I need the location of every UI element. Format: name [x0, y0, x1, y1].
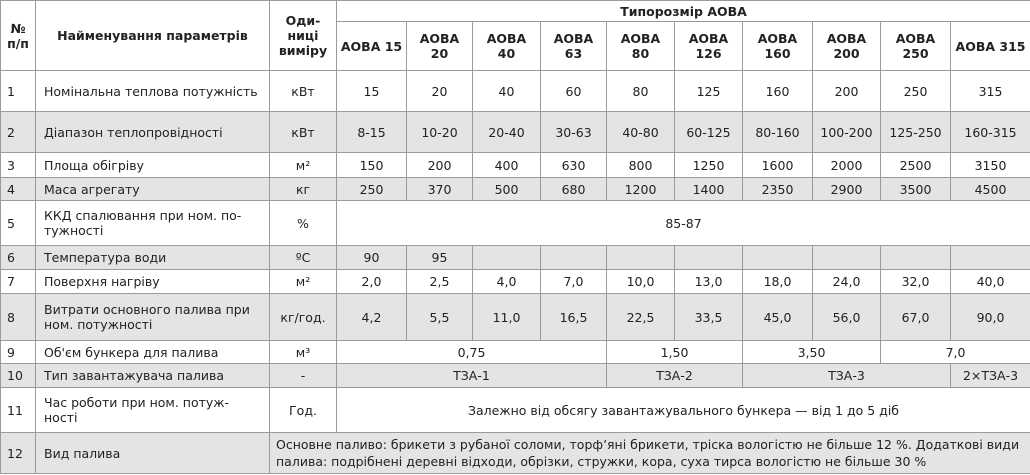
cell-value: 500 [473, 178, 541, 201]
cell-value: 1250 [675, 153, 743, 178]
model-header: АОВА 126 [675, 22, 743, 71]
table-row [1, 294, 1030, 341]
cell-value: 315 [951, 71, 1030, 112]
row-unit: Год. [270, 388, 337, 433]
cell-value: 2000 [813, 153, 881, 178]
row-param: Час роботи при ном. потуж- ності [36, 388, 270, 433]
cell-value: 80 [607, 71, 675, 112]
row-unit: кВт [270, 71, 337, 112]
row-param: Тип завантажувача палива [36, 364, 270, 388]
cell-value: 24,0 [813, 270, 881, 294]
cell-value: 200 [813, 71, 881, 112]
cell-value: 11,0 [473, 294, 541, 341]
cell-value: 1600 [743, 153, 813, 178]
cell-value: 800 [607, 153, 675, 178]
table-row [1, 270, 1030, 294]
cell-value: 125 [675, 71, 743, 112]
row-param: Витрати основного палива при ном. потужності [36, 294, 270, 341]
row-param: Площа обігріву [36, 153, 270, 178]
model-header: АОВА 15 [337, 22, 407, 71]
cell-value-empty [473, 246, 541, 270]
table-row [1, 201, 1030, 246]
row-unit: ºС [270, 246, 337, 270]
row-number: 3 [1, 153, 36, 178]
cell-value: 2,0 [337, 270, 407, 294]
cell-value: 32,0 [881, 270, 951, 294]
cell-value: 30-63 [541, 112, 607, 153]
cell-value: 40 [473, 71, 541, 112]
cell-value: 200 [407, 153, 473, 178]
row-number: 8 [1, 294, 36, 341]
cell-value-merged: ТЗА-1 [337, 364, 607, 388]
row-param: Маса агрегату [36, 178, 270, 201]
cell-value: 2,5 [407, 270, 473, 294]
cell-value: 90,0 [951, 294, 1030, 341]
cell-value: 160 [743, 71, 813, 112]
cell-value: 22,5 [607, 294, 675, 341]
model-header: АОВА 20 [407, 22, 473, 71]
model-header: АОВА 160 [743, 22, 813, 71]
cell-value: 18,0 [743, 270, 813, 294]
cell-value: 5,5 [407, 294, 473, 341]
cell-value-empty [813, 246, 881, 270]
cell-value: 60-125 [675, 112, 743, 153]
cell-value-empty [743, 246, 813, 270]
row-unit: - [270, 364, 337, 388]
cell-value-merged: 0,75 [337, 341, 607, 364]
cell-value: 16,5 [541, 294, 607, 341]
cell-value: 1400 [675, 178, 743, 201]
cell-value: 100-200 [813, 112, 881, 153]
row-unit: кг/год. [270, 294, 337, 341]
row-unit: м² [270, 153, 337, 178]
row-param: ККД спалювання при ном. по- тужності [36, 201, 270, 246]
cell-value: 160-315 [951, 112, 1030, 153]
cell-value: 95 [407, 246, 473, 270]
cell-value: 4,2 [337, 294, 407, 341]
cell-value: 630 [541, 153, 607, 178]
cell-value: 80-160 [743, 112, 813, 153]
cell-value: 15 [337, 71, 407, 112]
cell-value-empty [951, 246, 1030, 270]
table-row [1, 71, 1030, 112]
cell-value: 3500 [881, 178, 951, 201]
fuel-description: Основне паливо: брикети з рубаної соломи, торфʼяні брикети, тріска вологістю не більше 12 %. Додаткові види палива: подрібнені деревні відходи, обрізки, стружки, кора, суха тирса вологістю не більше 30 % [270, 433, 1030, 474]
model-header: АОВА 315 [951, 22, 1030, 71]
cell-value: 8-15 [337, 112, 407, 153]
cell-value: 40,0 [951, 270, 1030, 294]
model-header: АОВА 63 [541, 22, 607, 71]
row-number: 7 [1, 270, 36, 294]
cell-value-empty [541, 246, 607, 270]
cell-value-merged: 85-87 [337, 201, 1030, 246]
cell-value: 33,5 [675, 294, 743, 341]
cell-value: 2350 [743, 178, 813, 201]
cell-value: 4,0 [473, 270, 541, 294]
table-row [1, 388, 1030, 433]
cell-value: 1200 [607, 178, 675, 201]
cell-value: 90 [337, 246, 407, 270]
cell-value: 13,0 [675, 270, 743, 294]
cell-value-merged: 7,0 [881, 341, 1030, 364]
row-param: Номінальна теплова потужність [36, 71, 270, 112]
row-param: Об'єм бункера для палива [36, 341, 270, 364]
cell-value: 4500 [951, 178, 1030, 201]
model-header: АОВА 40 [473, 22, 541, 71]
cell-value: 56,0 [813, 294, 881, 341]
cell-value: 10,0 [607, 270, 675, 294]
cell-value: 680 [541, 178, 607, 201]
cell-value: 60 [541, 71, 607, 112]
row-number: 6 [1, 246, 36, 270]
cell-value: 10-20 [407, 112, 473, 153]
cell-value: 20 [407, 71, 473, 112]
row-param: Вид палива [36, 433, 270, 474]
header-model-group: Типорозмір АОВА [337, 1, 1030, 22]
cell-value: 45,0 [743, 294, 813, 341]
cell-value: 20-40 [473, 112, 541, 153]
cell-value-empty [881, 246, 951, 270]
row-unit: кВт [270, 112, 337, 153]
row-unit: м² [270, 270, 337, 294]
row-number: 11 [1, 388, 36, 433]
cell-value: 67,0 [881, 294, 951, 341]
model-header: АОВА 250 [881, 22, 951, 71]
cell-value-merged: 3,50 [743, 341, 881, 364]
table-row [1, 112, 1030, 153]
cell-value-empty [607, 246, 675, 270]
row-number: 2 [1, 112, 36, 153]
model-header: АОВА 200 [813, 22, 881, 71]
row-unit: кг [270, 178, 337, 201]
cell-value: 150 [337, 153, 407, 178]
header-unit: Оди- ниці виміру [270, 1, 337, 71]
table-row [1, 178, 1030, 201]
cell-value: 125-250 [881, 112, 951, 153]
cell-value: 40-80 [607, 112, 675, 153]
table-row [1, 364, 1030, 388]
row-number: 9 [1, 341, 36, 364]
cell-value-merged: 1,50 [607, 341, 743, 364]
cell-value: 250 [337, 178, 407, 201]
cell-value-merged: ТЗА-3 [743, 364, 951, 388]
cell-value: 400 [473, 153, 541, 178]
cell-value: 250 [881, 71, 951, 112]
cell-value: 3150 [951, 153, 1030, 178]
row-param: Температура води [36, 246, 270, 270]
table-row [1, 341, 1030, 364]
cell-value-merged: ТЗА-2 [607, 364, 743, 388]
row-number: 10 [1, 364, 36, 388]
cell-value: 2900 [813, 178, 881, 201]
row-number: 12 [1, 433, 36, 474]
row-unit: м³ [270, 341, 337, 364]
row-param: Діапазон теплопровідності [36, 112, 270, 153]
cell-value: 2500 [881, 153, 951, 178]
table-row [1, 153, 1030, 178]
header-num: № п/п [1, 1, 36, 71]
table-row [1, 246, 1030, 270]
row-number: 1 [1, 71, 36, 112]
header-param: Найменування параметрів [36, 1, 270, 71]
cell-value: 7,0 [541, 270, 607, 294]
cell-value: 370 [407, 178, 473, 201]
row-unit: % [270, 201, 337, 246]
cell-value-merged: Залежно від обсягу завантажувального бункера — від 1 до 5 діб [337, 388, 1030, 433]
row-number: 5 [1, 201, 36, 246]
cell-value-empty [675, 246, 743, 270]
cell-value-merged: 2×ТЗА-3 [951, 364, 1030, 388]
row-number: 4 [1, 178, 36, 201]
table-row [1, 433, 1030, 474]
model-header: АОВА 80 [607, 22, 675, 71]
row-param: Поверхня нагріву [36, 270, 270, 294]
